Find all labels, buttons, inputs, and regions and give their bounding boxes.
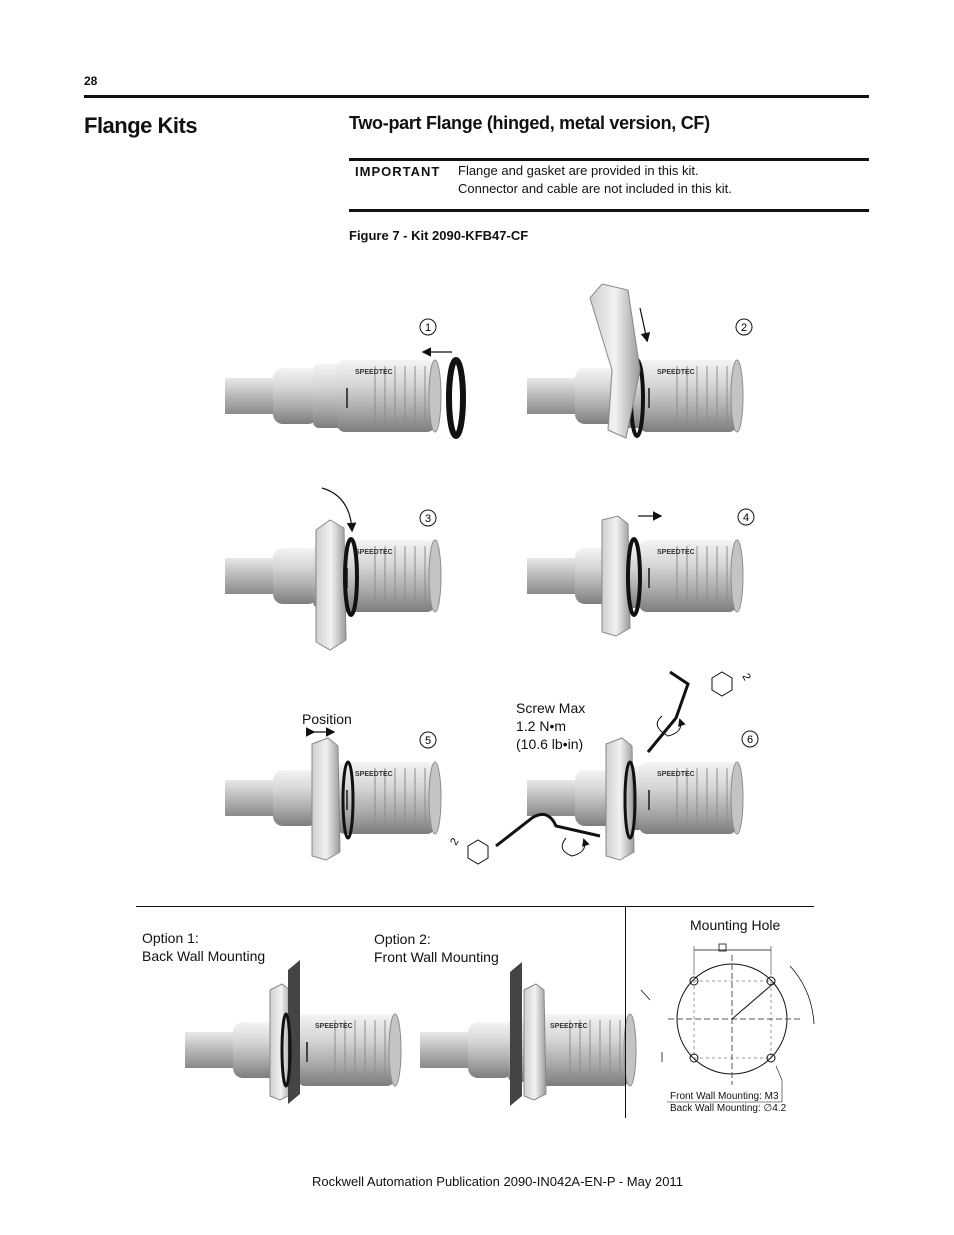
step-number-3: 3 [424, 513, 432, 525]
screw-torque-lbin: (10.6 lb•in) [516, 736, 584, 752]
important-text-line2: Connector and cable are not included in this kit. [458, 181, 732, 196]
important-label: IMPORTANT [355, 164, 441, 179]
step-number-5: 5 [424, 735, 432, 747]
option2-subtitle: Front Wall Mounting [374, 949, 499, 965]
important-text-line1: Flange and gasket are provided in this kit. [458, 163, 699, 178]
footer-publication: Rockwell Automation Publication 2090-IN042A-EN-P - May 2011 [312, 1174, 683, 1189]
options-divider [625, 906, 626, 1118]
step-number-4: 4 [742, 512, 750, 524]
position-label: Position [302, 711, 352, 727]
hex-size-bottom: 2 [448, 836, 462, 848]
option1-title: Option 1: [142, 930, 199, 946]
back-wall-mounting-note: Back Wall Mounting: ∅4.2 [670, 1103, 787, 1114]
option1-subtitle: Back Wall Mounting [142, 948, 266, 964]
front-wall-mounting-note: Front Wall Mounting: M3 [670, 1091, 779, 1102]
figure-illustration: SPEEDTEC [0, 0, 954, 1235]
step-number-1: 1 [424, 322, 432, 334]
step-number-2: 2 [740, 322, 748, 334]
subsection-title: Two-part Flange (hinged, metal version, CF) [349, 113, 710, 133]
options-rule [136, 906, 814, 907]
hex-size-top: 2 [739, 671, 753, 683]
mounting-hole-title: Mounting Hole [690, 917, 781, 933]
step-number-6: 6 [746, 734, 754, 746]
screw-torque-nm: 1.2 N•m [516, 718, 567, 734]
screw-max-label: Screw Max [516, 700, 586, 716]
figure-caption: Figure 7 - Kit 2090-KFB47-CF [349, 228, 529, 243]
page-number: 28 [84, 74, 98, 88]
section-title: Flange Kits [84, 113, 198, 138]
option2-title: Option 2: [374, 931, 431, 947]
